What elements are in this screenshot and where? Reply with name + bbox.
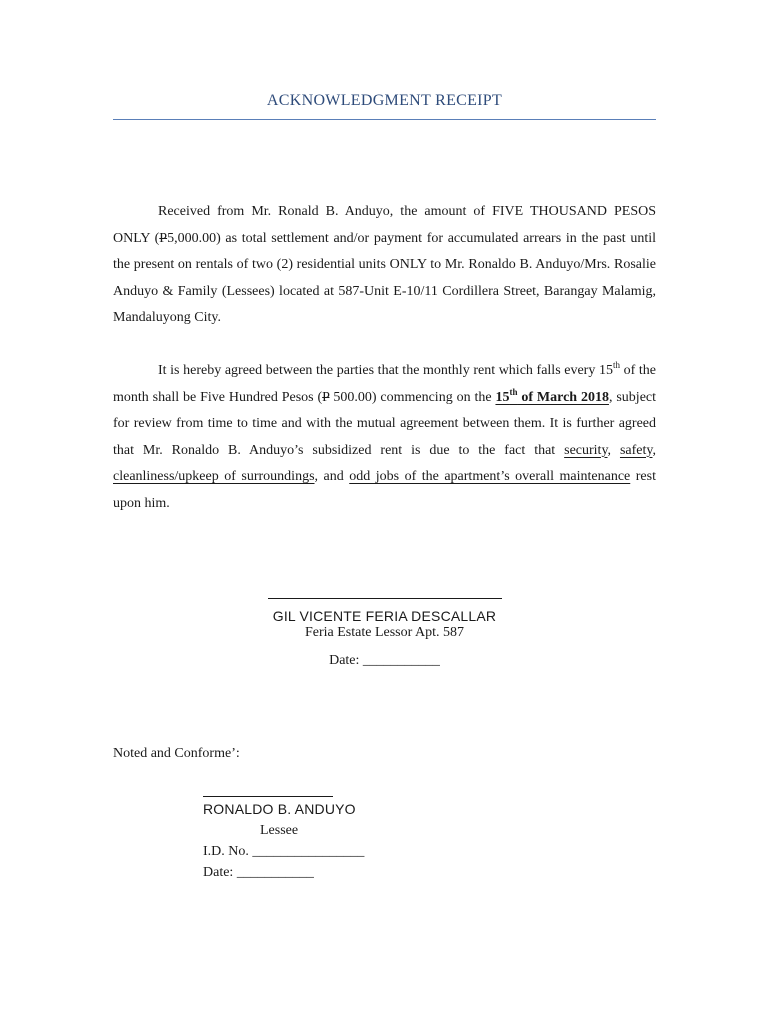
receipt-paragraph [113, 199, 656, 332]
paragraph2-text-d: , subject for review from time to time and with the mutual agreement between them. It is further agreed that Mr. Ronaldo B. Anduyo’s subsidized rent is due to the fact that [113, 389, 657, 458]
lessee-name: RONALDO B. ANDUYO [203, 801, 356, 817]
document-title: ACKNOWLEDGMENT RECEIPT [266, 92, 503, 109]
lessor-signature-line [268, 598, 502, 599]
separator: , and [314, 469, 350, 484]
paragraph2-text-a: It is hereby agreed between the parties that the monthly rent which falls every 15 [158, 363, 613, 378]
separator: , [652, 442, 656, 458]
lessor-name: GIL VICENTE FERIA DESCALLAR [272, 608, 497, 624]
duty-security: security [564, 442, 608, 458]
duty-cleanliness: cleanliness/upkeep of surroundings [113, 469, 315, 484]
duty-odd-jobs: odd jobs of the apartment’s overall maintenance [349, 469, 631, 484]
commencement-day-suffix: th [509, 386, 518, 397]
paragraph1-text-b: 5,000.00) as total settlement and/or payment for accumulated arrears in the past until the present on rentals of two (2) residential units ONLY to Mr. Ronaldo B. Anduyo/Mrs. Rosalie Anduyo & Family (Lessees) located at 587-Unit E-10/11 Cordillera Street, Barangay Malamig, Mandaluyong City. [113, 230, 656, 325]
noted-and-conforme-label: Noted and Conforme’: [113, 746, 240, 761]
lessee-signature-line [203, 796, 333, 797]
lessor-date-field: Date: ___________ [329, 653, 440, 668]
lessee-role: Lessee [260, 823, 299, 838]
duty-safety: safety [619, 442, 653, 458]
paragraph2-text-c: 500.00) commencing on the [329, 389, 496, 405]
separator: , [607, 442, 620, 458]
lessor-signature-block [113, 588, 656, 669]
title-underline-rule [113, 119, 656, 120]
commencement-month-year: of March 2018 [517, 389, 609, 405]
paragraph2-text-b: of the month shall be Five Hundred Pesos ( [113, 363, 656, 405]
lessee-id-field: I.D. No. ________________ [203, 844, 365, 859]
lessee-date-field: Date: ___________ [203, 865, 314, 880]
agreement-paragraph [113, 358, 656, 517]
commencement-day: 15 [495, 389, 510, 405]
paragraph1-text-a: Received from Mr. Ronald B. Anduyo, the amount of FIVE THOUSAND PESOS ONLY ( [113, 204, 656, 246]
ordinal-suffix: th [612, 360, 620, 370]
peso-symbol: P [159, 230, 168, 246]
lessor-title: Feria Estate Lessor Apt. 587 [304, 625, 465, 640]
paragraph2-text-e: rest upon him. [113, 469, 656, 511]
peso-symbol: P [322, 389, 330, 405]
commencement-date [495, 386, 609, 405]
lessee-signature-block [203, 786, 364, 883]
